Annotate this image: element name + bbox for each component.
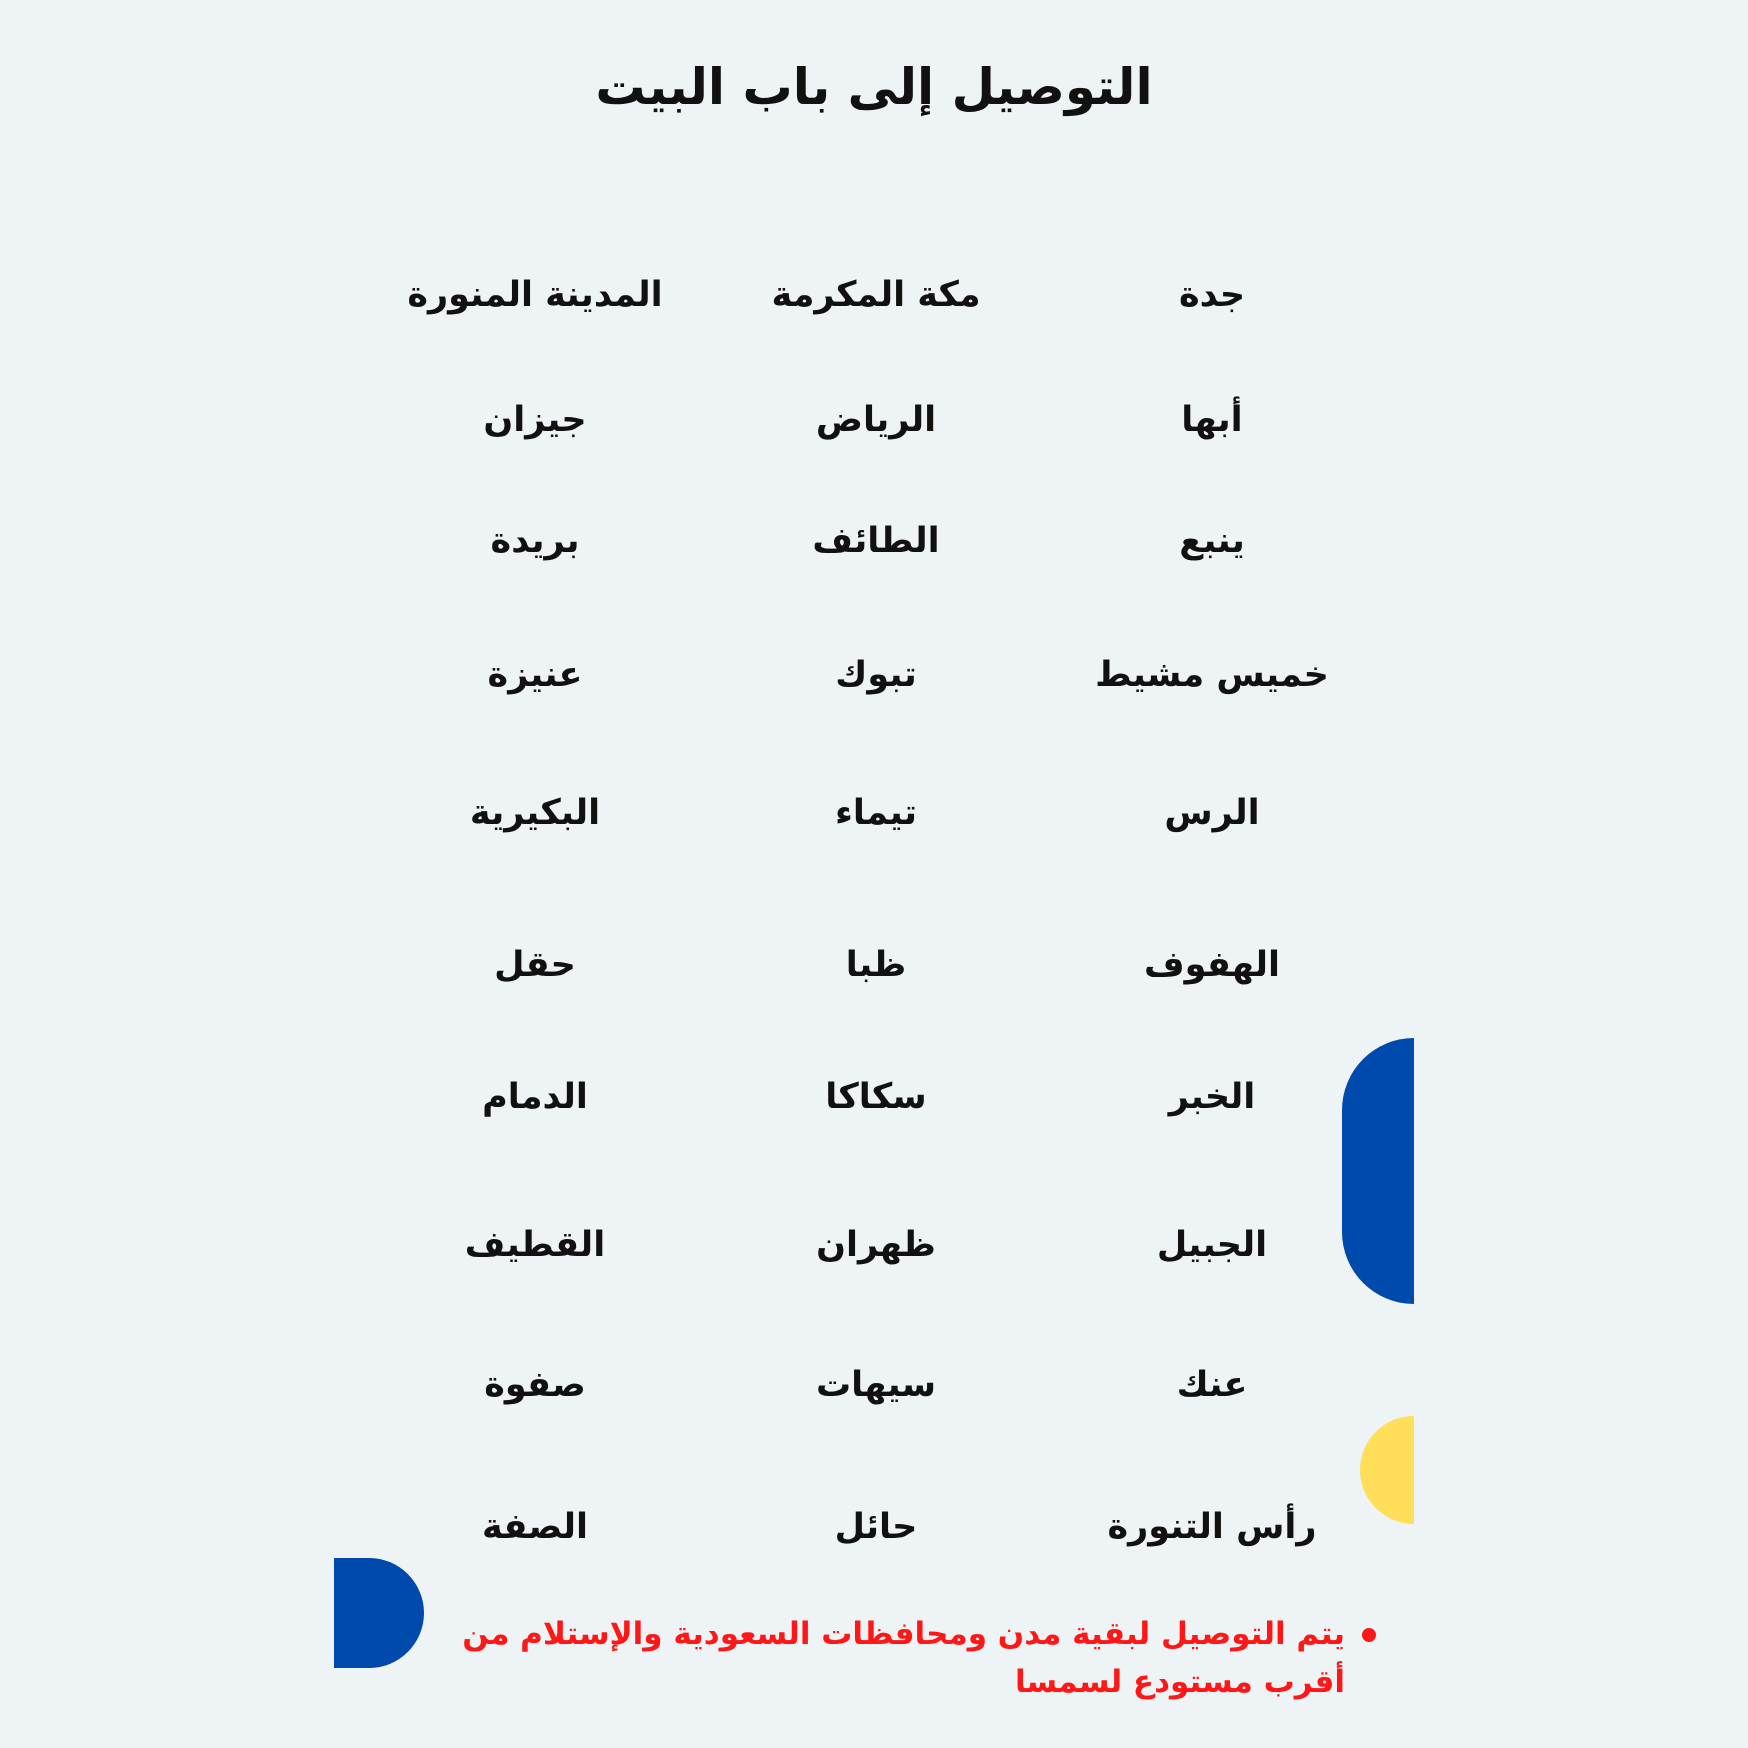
city-qatif: القطيف: [464, 1225, 606, 1265]
city-abha: أبها: [1181, 400, 1243, 440]
city-al-safa: الصفة: [481, 1507, 589, 1547]
city-jubail: الجبيل: [1156, 1225, 1268, 1265]
city-ras-tanura: رأس التنورة: [1107, 1507, 1317, 1547]
city-buraydah: بريدة: [490, 521, 580, 561]
city-tabuk: تبوك: [835, 655, 917, 695]
decorative-blue-half-pill: [1342, 1038, 1414, 1304]
city-jeddah: جدة: [1178, 275, 1246, 315]
city-taif: الطائف: [812, 521, 940, 561]
city-dhahran: ظهران: [816, 1225, 936, 1265]
city-anak: عنك: [1176, 1365, 1248, 1405]
city-al-bukayriyah: البكيرية: [469, 793, 601, 833]
city-safwa: صفوة: [484, 1365, 586, 1405]
note-bullet-icon: [1362, 1628, 1376, 1642]
city-dammam: الدمام: [482, 1077, 588, 1117]
city-khamis-mushait: خميس مشيط: [1095, 655, 1329, 695]
city-khobar: الخبر: [1168, 1077, 1256, 1117]
city-hofuf: الهفوف: [1143, 945, 1281, 985]
city-sakaka: سكاكا: [825, 1077, 927, 1117]
city-haql: حقل: [494, 945, 576, 985]
city-duba: ظبا: [845, 945, 907, 985]
city-tayma: تيماء: [835, 793, 917, 833]
city-hail: حائل: [834, 1507, 918, 1547]
city-saihat: سيهات: [815, 1365, 937, 1405]
decorative-blue-d-shape: [334, 1558, 424, 1668]
page-title: التوصيل إلى باب البيت: [595, 58, 1153, 116]
city-unaizah: عنيزة: [487, 655, 583, 695]
city-jizan: جيزان: [483, 400, 587, 440]
city-riyadh: الرياض: [815, 400, 937, 440]
delivery-note: يتم التوصيل لبقية مدن ومحافظات السعودية والإستلام من أقرب مستودع لسمسا: [462, 1616, 1345, 1700]
city-makkah: مكة المكرمة: [771, 275, 981, 315]
city-yanbu: ينبع: [1179, 521, 1245, 561]
city-madinah: المدينة المنورة: [407, 275, 663, 315]
city-ar-rass: الرس: [1164, 793, 1260, 833]
